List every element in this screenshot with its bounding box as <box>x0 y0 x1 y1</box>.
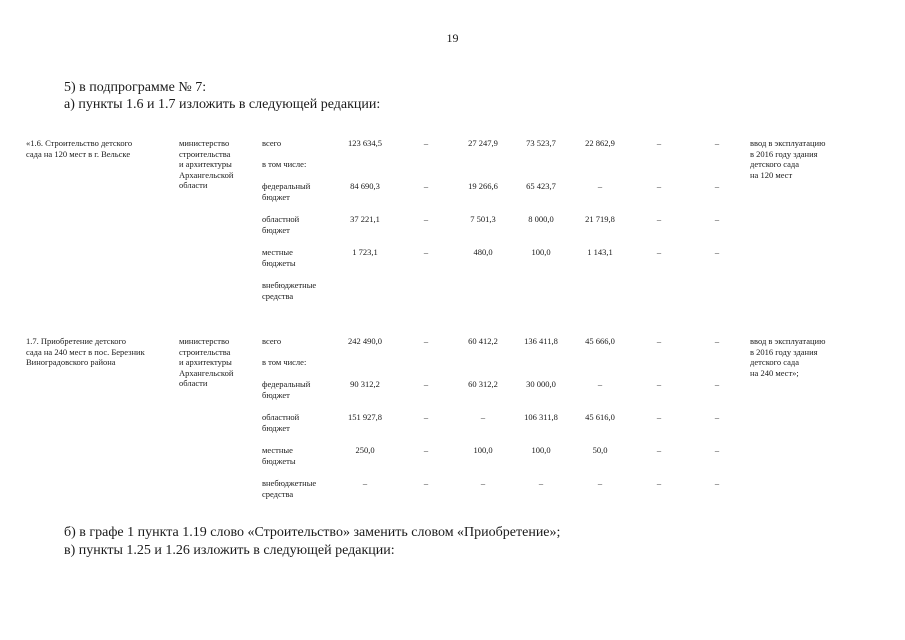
value-cell: 250,0 <box>355 445 375 455</box>
executor-line: Архангельской <box>179 169 234 180</box>
value-cell: 136 411,8 <box>524 336 558 346</box>
value-cell: – <box>423 336 429 346</box>
result-line: детского сада <box>750 159 800 169</box>
value-cell: – <box>656 412 662 422</box>
value-cell: – <box>480 412 486 422</box>
value-cell: 1 143,1 <box>587 247 613 257</box>
source-label-line: внебюджетные <box>262 478 317 488</box>
value-cell: – <box>656 478 662 488</box>
value-cell: 8 000,0 <box>528 214 554 224</box>
value-cell: 84 690,3 <box>350 181 380 191</box>
value-cell: 45 616,0 <box>585 412 615 422</box>
value-cell: 37 221,1 <box>350 214 380 224</box>
result-line: на 240 мест»; <box>750 367 799 378</box>
value-cell: – <box>597 478 603 488</box>
source-label-line: областной <box>262 412 300 422</box>
value-cell: – <box>656 379 662 389</box>
item-title-line: «1.6. Строительство детского <box>26 138 133 148</box>
source-label-line: местные <box>262 247 293 257</box>
executor-line: Архангельской <box>179 367 234 378</box>
executor-line: министерство <box>179 336 230 346</box>
value-cell: 100,0 <box>531 445 551 455</box>
value-cell: – <box>714 181 720 191</box>
value-cell: 7 501,3 <box>470 214 496 224</box>
executor-line: строительства <box>179 346 231 357</box>
value-cell: – <box>423 478 429 488</box>
executor-line: и архитектуры <box>179 159 232 169</box>
value-cell: 151 927,8 <box>348 412 382 422</box>
in-that-number-label: в том числе: <box>262 357 307 367</box>
value-cell: – <box>656 181 662 191</box>
value-cell: – <box>423 379 429 389</box>
source-label-line: средства <box>262 290 294 301</box>
source-label-line: бюджет <box>262 389 290 400</box>
source-label-line: всего <box>262 336 282 346</box>
value-cell: – <box>714 478 720 488</box>
value-cell: – <box>656 214 662 224</box>
value-cell: 100,0 <box>473 445 493 455</box>
item-title-line: сада на 120 мест в г. Вельске <box>26 148 131 159</box>
value-cell: 73 523,7 <box>526 138 556 148</box>
value-cell: 30 000,0 <box>526 379 556 389</box>
executor-line: и архитектуры <box>179 357 232 367</box>
value-cell: – <box>480 478 486 488</box>
value-cell: – <box>423 181 429 191</box>
value-cell: 45 666,0 <box>585 336 615 346</box>
value-cell: 19 266,6 <box>468 181 498 191</box>
source-label-line: местные <box>262 445 293 455</box>
value-cell: 242 490,0 <box>348 336 382 346</box>
item-title-line: сада на 240 мест в пос. Березник <box>26 346 145 357</box>
source-label-line: областной <box>262 214 300 224</box>
page-number: 19 <box>446 31 459 45</box>
value-cell: 22 862,9 <box>585 138 615 148</box>
source-label-line: бюджет <box>262 224 290 235</box>
source-label-line: внебюджетные <box>262 280 317 290</box>
source-label-line: федеральный <box>262 181 311 191</box>
intro-line: 5) в подпрограмме № 7: <box>64 80 207 95</box>
source-label-line: федеральный <box>262 379 311 389</box>
source-label-line: бюджет <box>262 191 290 202</box>
value-cell: – <box>597 379 603 389</box>
result-line: на 120 мест <box>750 169 793 180</box>
source-label-line: бюджеты <box>262 455 296 466</box>
value-cell: – <box>714 379 720 389</box>
source-label-line: бюджет <box>262 422 290 433</box>
executor-line: строительства <box>179 148 231 159</box>
value-cell: 106 311,8 <box>524 412 558 422</box>
executor-line: области <box>179 180 208 190</box>
value-cell: – <box>656 445 662 455</box>
value-cell: – <box>714 412 720 422</box>
result-line: ввод в эксплуатацию <box>750 138 826 148</box>
value-cell: – <box>714 138 720 148</box>
value-cell: – <box>714 247 720 257</box>
executor-line: области <box>179 378 208 388</box>
value-cell: – <box>538 478 544 488</box>
value-cell: – <box>423 138 429 148</box>
value-cell: 1 723,1 <box>352 247 378 257</box>
outro-line: б) в графе 1 пункта 1.19 слово «Строительство» заменить словом «Приобретение»; <box>64 525 561 540</box>
value-cell: 21 719,8 <box>585 214 615 224</box>
source-label-line: средства <box>262 488 294 499</box>
value-cell: – <box>714 214 720 224</box>
value-cell: – <box>423 445 429 455</box>
value-cell: 90 312,2 <box>350 379 380 389</box>
value-cell: – <box>656 336 662 346</box>
item-title-line: 1.7. Приобретение детского <box>26 336 127 346</box>
result-line: в 2016 году здания <box>750 346 818 357</box>
value-cell: 50,0 <box>592 445 608 455</box>
source-label-line: бюджеты <box>262 257 296 268</box>
value-cell: 27 247,9 <box>468 138 498 148</box>
result-line: детского сада <box>750 357 800 367</box>
value-cell: 480,0 <box>473 247 493 257</box>
value-cell: 100,0 <box>531 247 551 257</box>
in-that-number-label: в том числе: <box>262 159 307 169</box>
value-cell: – <box>423 247 429 257</box>
value-cell: 60 312,2 <box>468 379 498 389</box>
outro-line: в) пункты 1.25 и 1.26 изложить в следующей редакции: <box>64 543 395 558</box>
result-line: в 2016 году здания <box>750 148 818 159</box>
value-cell: 60 412,2 <box>468 336 498 346</box>
value-cell: – <box>597 181 603 191</box>
intro-line: а) пункты 1.6 и 1.7 изложить в следующей редакции: <box>64 97 381 112</box>
value-cell: – <box>714 445 720 455</box>
source-label-line: всего <box>262 138 282 148</box>
value-cell: – <box>423 412 429 422</box>
value-cell: – <box>362 478 368 488</box>
value-cell: – <box>714 336 720 346</box>
executor-line: министерство <box>179 138 230 148</box>
item-title-line: Виноградовского района <box>26 357 116 367</box>
result-line: ввод в эксплуатацию <box>750 336 826 346</box>
value-cell: – <box>423 214 429 224</box>
value-cell: – <box>656 247 662 257</box>
value-cell: 123 634,5 <box>348 138 382 148</box>
value-cell: – <box>656 138 662 148</box>
value-cell: 65 423,7 <box>526 181 556 191</box>
